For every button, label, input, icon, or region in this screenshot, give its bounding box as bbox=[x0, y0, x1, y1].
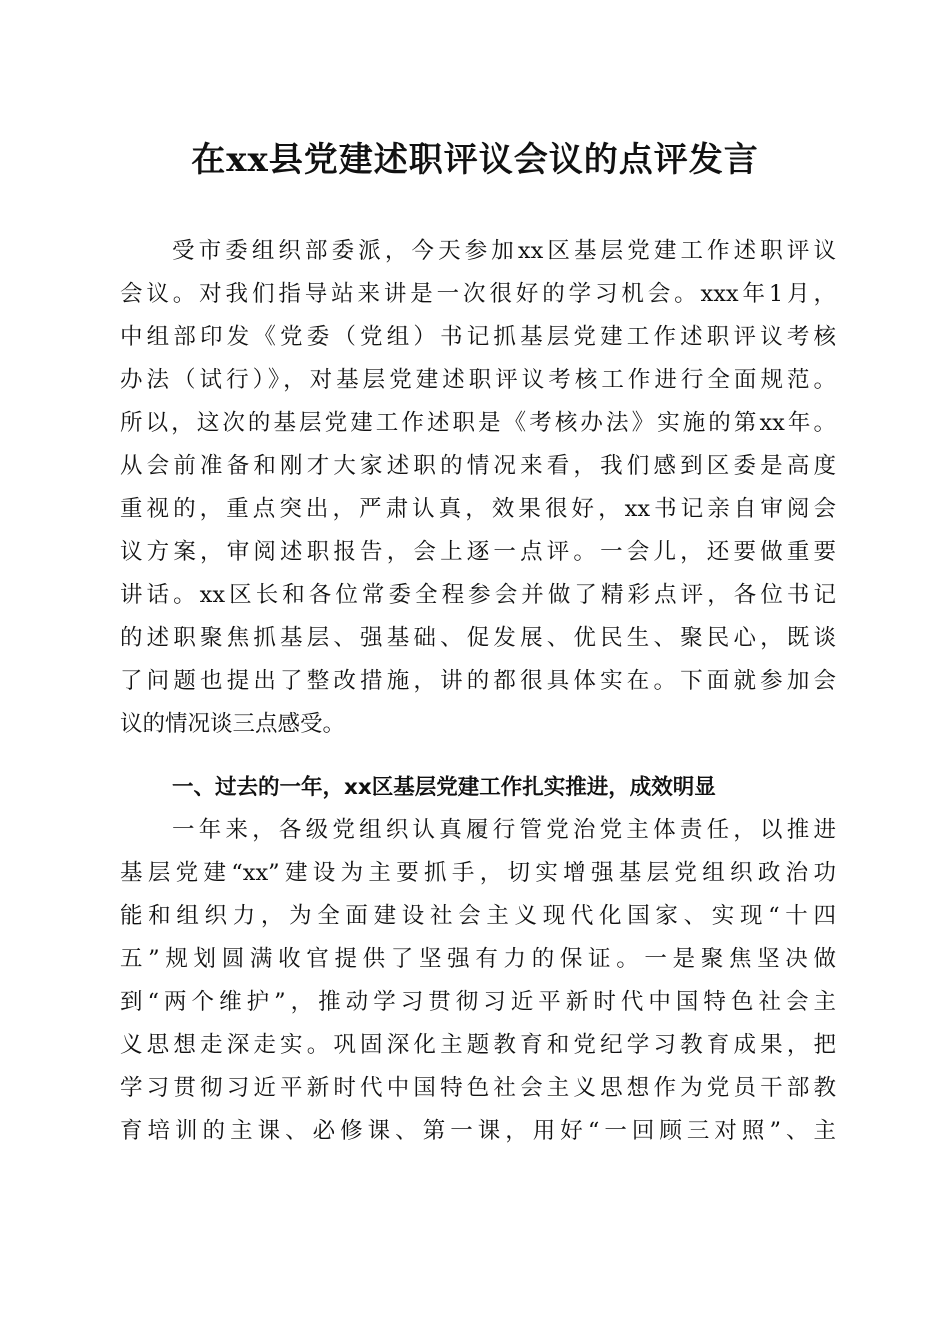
text-line: 了问题也提出了整改措施，讲的都很具体实在。下面就参加会 bbox=[120, 668, 836, 694]
text-line: 会议。对我们指导站来讲是一次很好的学习机会。xxx年1月， bbox=[120, 281, 836, 307]
text-line: 五”规划圆满收官提供了坚强有力的保证。一是聚焦坚决做 bbox=[120, 946, 836, 972]
text-line: 从会前准备和刚才大家述职的情况来看，我们感到区委是高度 bbox=[120, 453, 836, 479]
paragraph-intro bbox=[120, 230, 836, 746]
paragraph-section-one bbox=[120, 809, 836, 1153]
text-line: 学习贯彻习近平新时代中国特色社会主义思想作为党员干部教 bbox=[120, 1075, 836, 1101]
document-title: 在xx县党建述职评议会议的点评发言 bbox=[191, 140, 759, 180]
text-line: 能和组织力，为全面建设社会主义现代化国家、实现“十四 bbox=[120, 903, 836, 929]
text-line: 所以，这次的基层党建工作述职是《考核办法》实施的第xx年。 bbox=[120, 410, 836, 436]
text-line: 一年来，各级党组织认真履行管党治党主体责任，以推进 bbox=[172, 817, 836, 843]
text-line: 受市委组织部委派，今天参加xx区基层党建工作述职评议 bbox=[172, 238, 836, 264]
text-line: 到“两个维护”，推动学习贯彻习近平新时代中国特色社会主 bbox=[120, 989, 836, 1015]
text-line: 义思想走深走实。巩固深化主题教育和党纪学习教育成果，把 bbox=[120, 1032, 836, 1058]
text-line: 讲话。xx区长和各位常委全程参会并做了精彩点评，各位书记 bbox=[120, 582, 836, 608]
text-line: 中组部印发《党委（党组）书记抓基层党建工作述职评议考核 bbox=[120, 324, 836, 350]
text-line: 议的情况谈三点感受。 bbox=[120, 711, 346, 737]
text-line: 议方案，审阅述职报告，会上逐一点评。一会儿，还要做重要 bbox=[120, 539, 836, 565]
text-line: 办法（试行）》，对基层党建述职评议考核工作进行全面规范。 bbox=[120, 367, 836, 393]
section-heading: 一、过去的一年，xx区基层党建工作扎实推进，成效明显 bbox=[172, 775, 716, 800]
text-line: 的述职聚焦抓基层、强基础、促发展、优民生、聚民心，既谈 bbox=[120, 625, 836, 651]
text-line: 基层党建“xx”建设为主要抓手，切实增强基层党组织政治功 bbox=[120, 860, 836, 886]
text-line: 育培训的主课、必修课、第一课，用好“一回顾三对照”、主 bbox=[120, 1118, 836, 1144]
text-line: 重视的，重点突出，严肃认真，效果很好，xx书记亲自审阅会 bbox=[120, 496, 836, 522]
